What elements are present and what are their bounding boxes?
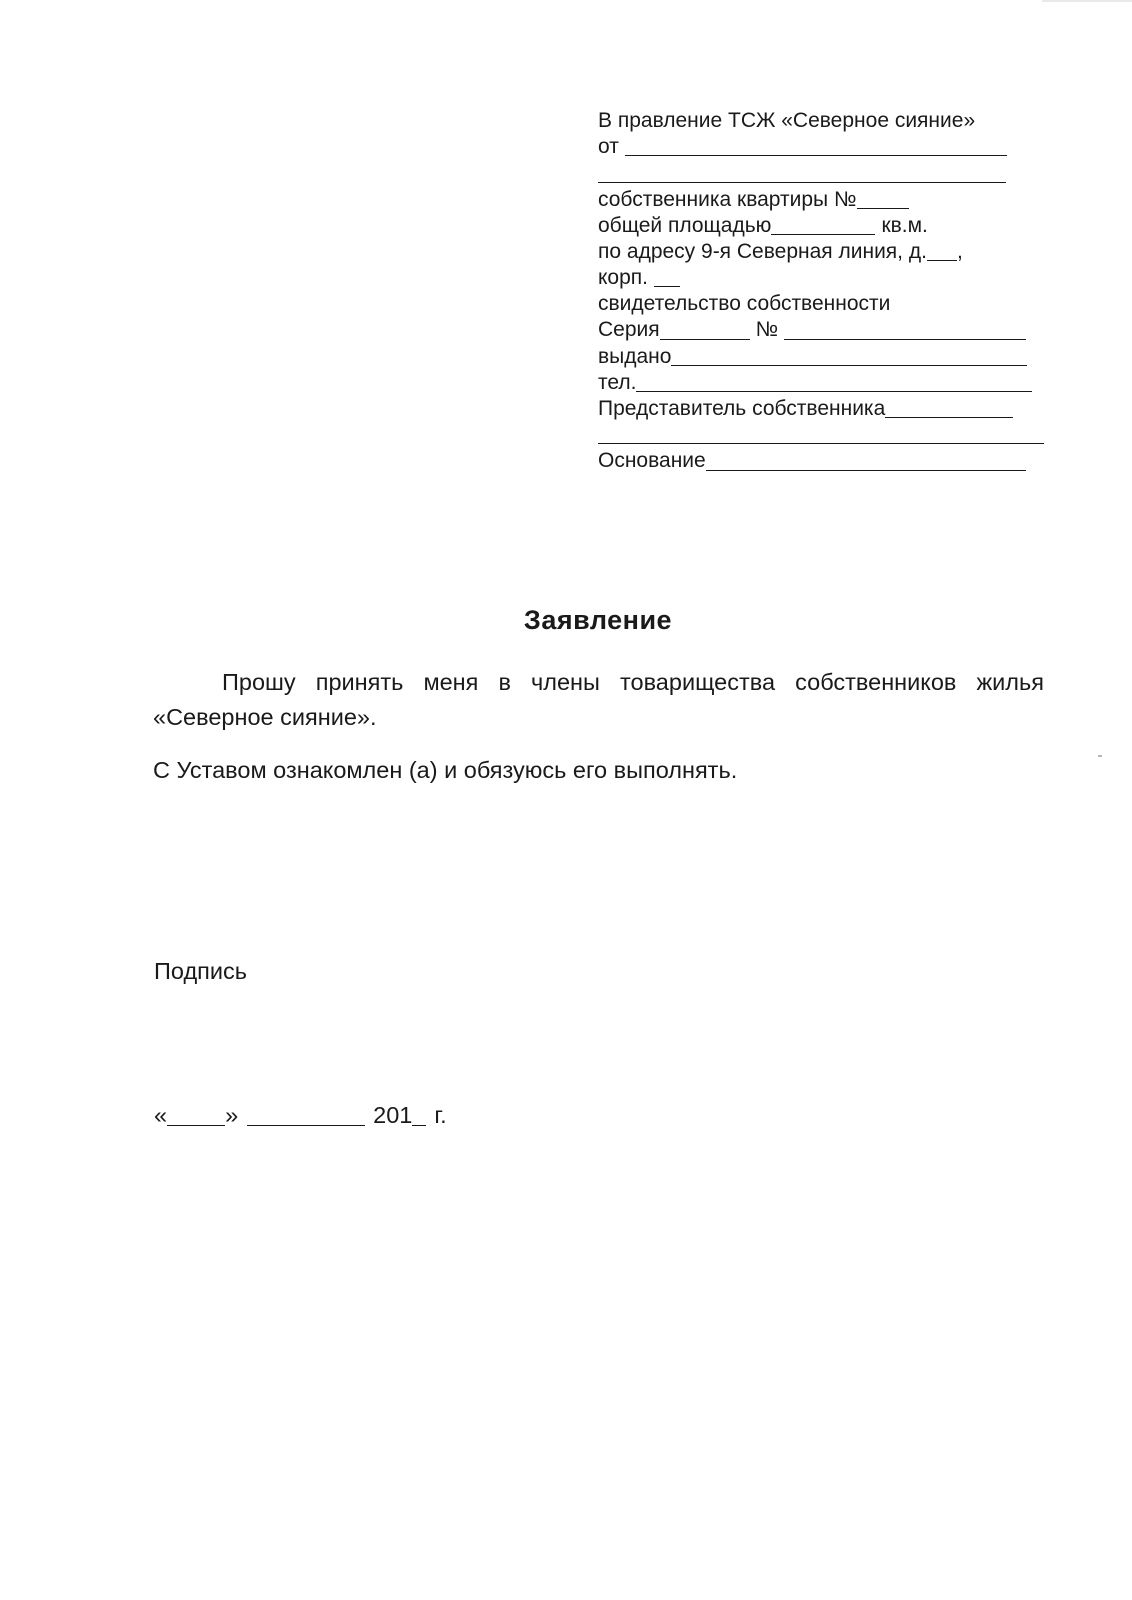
basis-line bbox=[598, 448, 1058, 474]
scan-artifact bbox=[1098, 755, 1102, 757]
addressee-text: В правление ТСЖ «Северное сияние» bbox=[598, 108, 976, 132]
date-close-quote: » bbox=[225, 1102, 239, 1128]
basis-field[interactable] bbox=[706, 452, 1026, 471]
area-label: общей площадью bbox=[598, 213, 772, 237]
request-paragraph: Прошу принять меня в члены товарищества собственников жилья «Северное сияние». bbox=[153, 669, 1044, 730]
building-line bbox=[598, 265, 1058, 291]
certificate-number-field[interactable] bbox=[784, 321, 1026, 340]
year-suffix: г. bbox=[434, 1102, 447, 1128]
address-label: по адресу 9-я Северная линия, д. bbox=[598, 239, 927, 263]
number-label: № bbox=[755, 318, 779, 342]
phone-line bbox=[598, 370, 1058, 396]
building-label: корп. bbox=[598, 266, 648, 290]
representative-label: Представитель собственника bbox=[598, 397, 886, 421]
from-field[interactable] bbox=[625, 137, 1007, 156]
signature-label: Подпись bbox=[154, 958, 248, 984]
address-comma: , bbox=[956, 239, 963, 263]
date-line bbox=[154, 1102, 447, 1129]
charter-paragraph: С Уставом ознакомлен (а) и обязуюсь его выполнять. bbox=[153, 757, 738, 783]
representative-continuation-field[interactable] bbox=[598, 425, 1044, 444]
representative-line bbox=[598, 396, 1058, 422]
apartment-number-field[interactable] bbox=[857, 190, 909, 209]
series-label: Серия bbox=[598, 318, 660, 342]
area-unit: кв.м. bbox=[881, 213, 928, 237]
owner-line bbox=[598, 187, 1058, 213]
basis-label: Основание bbox=[598, 449, 706, 473]
addressee-line bbox=[598, 108, 1058, 134]
series-line bbox=[598, 318, 1058, 344]
issued-line bbox=[598, 344, 1058, 370]
addressee-block bbox=[598, 108, 1058, 475]
address-line bbox=[598, 239, 1058, 265]
from-line bbox=[598, 134, 1058, 160]
representative-field[interactable] bbox=[885, 399, 1013, 418]
issued-label: выдано bbox=[598, 344, 672, 368]
year-digit-field[interactable] bbox=[412, 1105, 426, 1126]
certificate-label: свидетельство собственности bbox=[598, 292, 891, 316]
phone-label: тел. bbox=[598, 370, 637, 394]
house-number-field[interactable] bbox=[927, 242, 957, 261]
from-continuation-line bbox=[598, 160, 1058, 186]
area-field[interactable] bbox=[771, 216, 875, 235]
date-open-quote: « bbox=[154, 1102, 168, 1128]
owner-label: собственника квартиры № bbox=[598, 187, 857, 211]
representative-continuation-line bbox=[598, 422, 1058, 448]
building-field[interactable] bbox=[654, 268, 680, 287]
scan-artifact bbox=[1042, 0, 1132, 2]
from-continuation-field[interactable] bbox=[598, 164, 1006, 183]
year-prefix: 201 bbox=[373, 1102, 413, 1128]
document-title: Заявление bbox=[523, 605, 673, 635]
from-label: от bbox=[598, 135, 619, 159]
series-field[interactable] bbox=[660, 321, 750, 340]
month-field[interactable] bbox=[247, 1105, 365, 1126]
phone-field[interactable] bbox=[636, 373, 1032, 392]
area-line bbox=[598, 213, 1058, 239]
certificate-line bbox=[598, 291, 1058, 317]
day-field[interactable] bbox=[167, 1105, 225, 1126]
issued-field[interactable] bbox=[671, 347, 1027, 366]
